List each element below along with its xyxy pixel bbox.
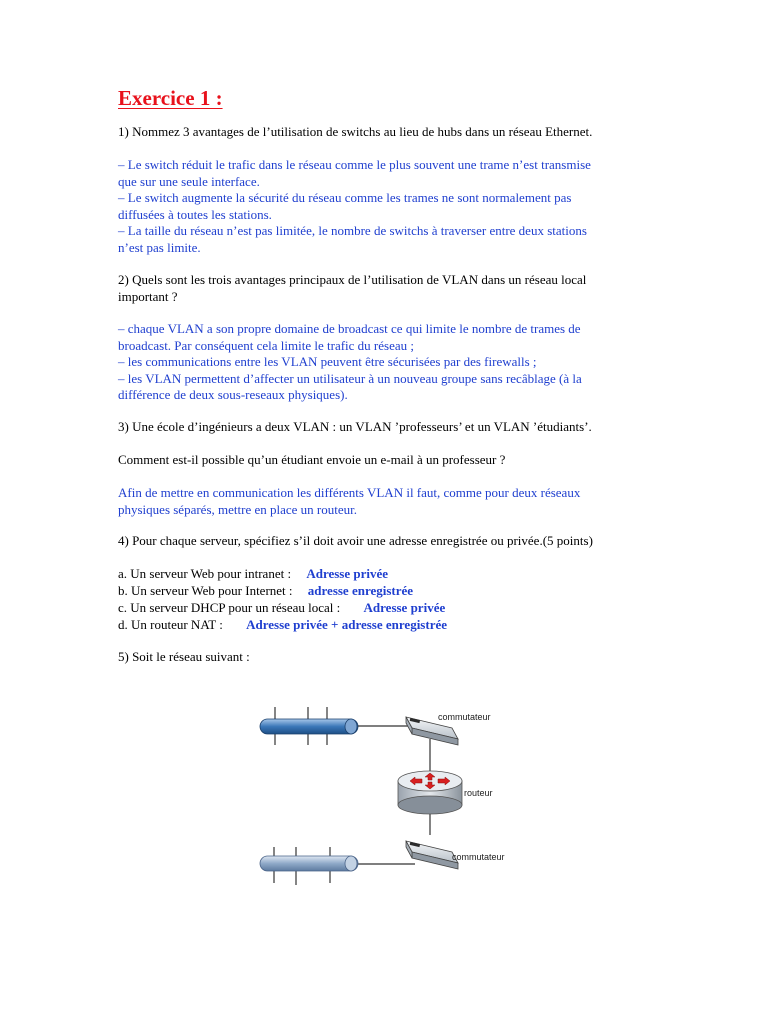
question-3-sub: Comment est-il possible qu’un étudiant envoie un e-mail à un professeur ?: [118, 452, 506, 467]
question-3: 3) Une école d’ingénieurs a deux VLAN : un VLAN ’professeurs’ et un VLAN ’étudiants’.: [118, 419, 592, 434]
bottom-network-bus: [260, 847, 358, 885]
answer-2-line: – les communications entre les VLAN peuvent être sécurisées par des firewalls ;: [118, 354, 537, 369]
router-icon: [398, 771, 462, 814]
item-answer: adresse enregistrée: [307, 583, 414, 598]
answer-2-line: broadcast. Par conséquent cela limite le trafic du réseau ;: [118, 337, 414, 353]
answer-3: [118, 485, 580, 518]
answer-1-line: que sur une seule interface.: [118, 173, 260, 189]
item-label: d. Un routeur NAT :: [118, 617, 223, 632]
question-2: [118, 272, 586, 305]
server-list: [118, 565, 447, 633]
router-label: routeur: [464, 788, 493, 798]
item-label: a. Un serveur Web pour intranet :: [118, 566, 292, 581]
question-4: 4) Pour chaque serveur, spécifiez s’il doit avoir une adresse enregistrée ou privée.(5 points): [118, 533, 593, 548]
answer-1-line: – Le switch augmente la sécurité du réseau comme les trames ne sont normalement pas: [118, 190, 572, 205]
question-2-line: important ?: [118, 288, 178, 304]
answer-1-line: – La taille du réseau n’est pas limitée, le nombre de switchs à traverser entre deux stations: [118, 223, 587, 238]
answer-2: [118, 321, 582, 404]
list-item: [118, 582, 447, 599]
question-1: 1) Nommez 3 avantages de l’utilisation de switchs au lieu de hubs dans un réseau Ethernet.: [118, 124, 593, 139]
item-answer: Adresse privée + adresse enregistrée: [246, 617, 448, 632]
answer-1-line: diffusées à toutes les stations.: [118, 206, 272, 222]
exercise-title: Exercice 1 :: [118, 86, 223, 110]
top-network-bus: [260, 707, 358, 745]
answer-1: [118, 157, 591, 256]
item-answer: Adresse privée: [306, 566, 389, 581]
answer-1-line: n’est pas limite.: [118, 239, 201, 255]
answer-2-line: – les VLAN permettent d’affecter un utilisateur à un nouveau groupe sans recâblage (à la: [118, 370, 582, 386]
answer-1-line: – Le switch réduit le trafic dans le réseau comme le plus souvent une trame n’est transmise: [118, 157, 591, 172]
item-label: b. Un serveur Web pour Internet :: [118, 583, 293, 598]
question-5: 5) Soit le réseau suivant :: [118, 649, 250, 664]
network-diagram: [230, 695, 550, 895]
switch-bottom-label: commutateur: [452, 852, 505, 862]
question-2-line: 2) Quels sont les trois avantages principaux de l’utilisation de VLAN dans un réseau local: [118, 272, 587, 287]
answer-2-line: différence de deux sous-reseaux physiques).: [118, 387, 348, 402]
list-item: [118, 599, 447, 616]
list-item: [118, 616, 447, 633]
list-item: [118, 565, 447, 582]
item-answer: Adresse privée: [363, 600, 446, 615]
answer-3-line: Afin de mettre en communication les différents VLAN il faut, comme pour deux réseaux: [118, 485, 581, 500]
answer-3-line: physiques séparés, mettre en place un routeur.: [118, 501, 357, 517]
answer-2-line: – chaque VLAN a son propre domaine de broadcast ce qui limite le nombre de trames de: [118, 321, 581, 336]
item-label: c. Un serveur DHCP pour un réseau local :: [118, 600, 341, 615]
switch-icon: [406, 841, 458, 869]
switch-top-label: commutateur: [438, 712, 491, 722]
